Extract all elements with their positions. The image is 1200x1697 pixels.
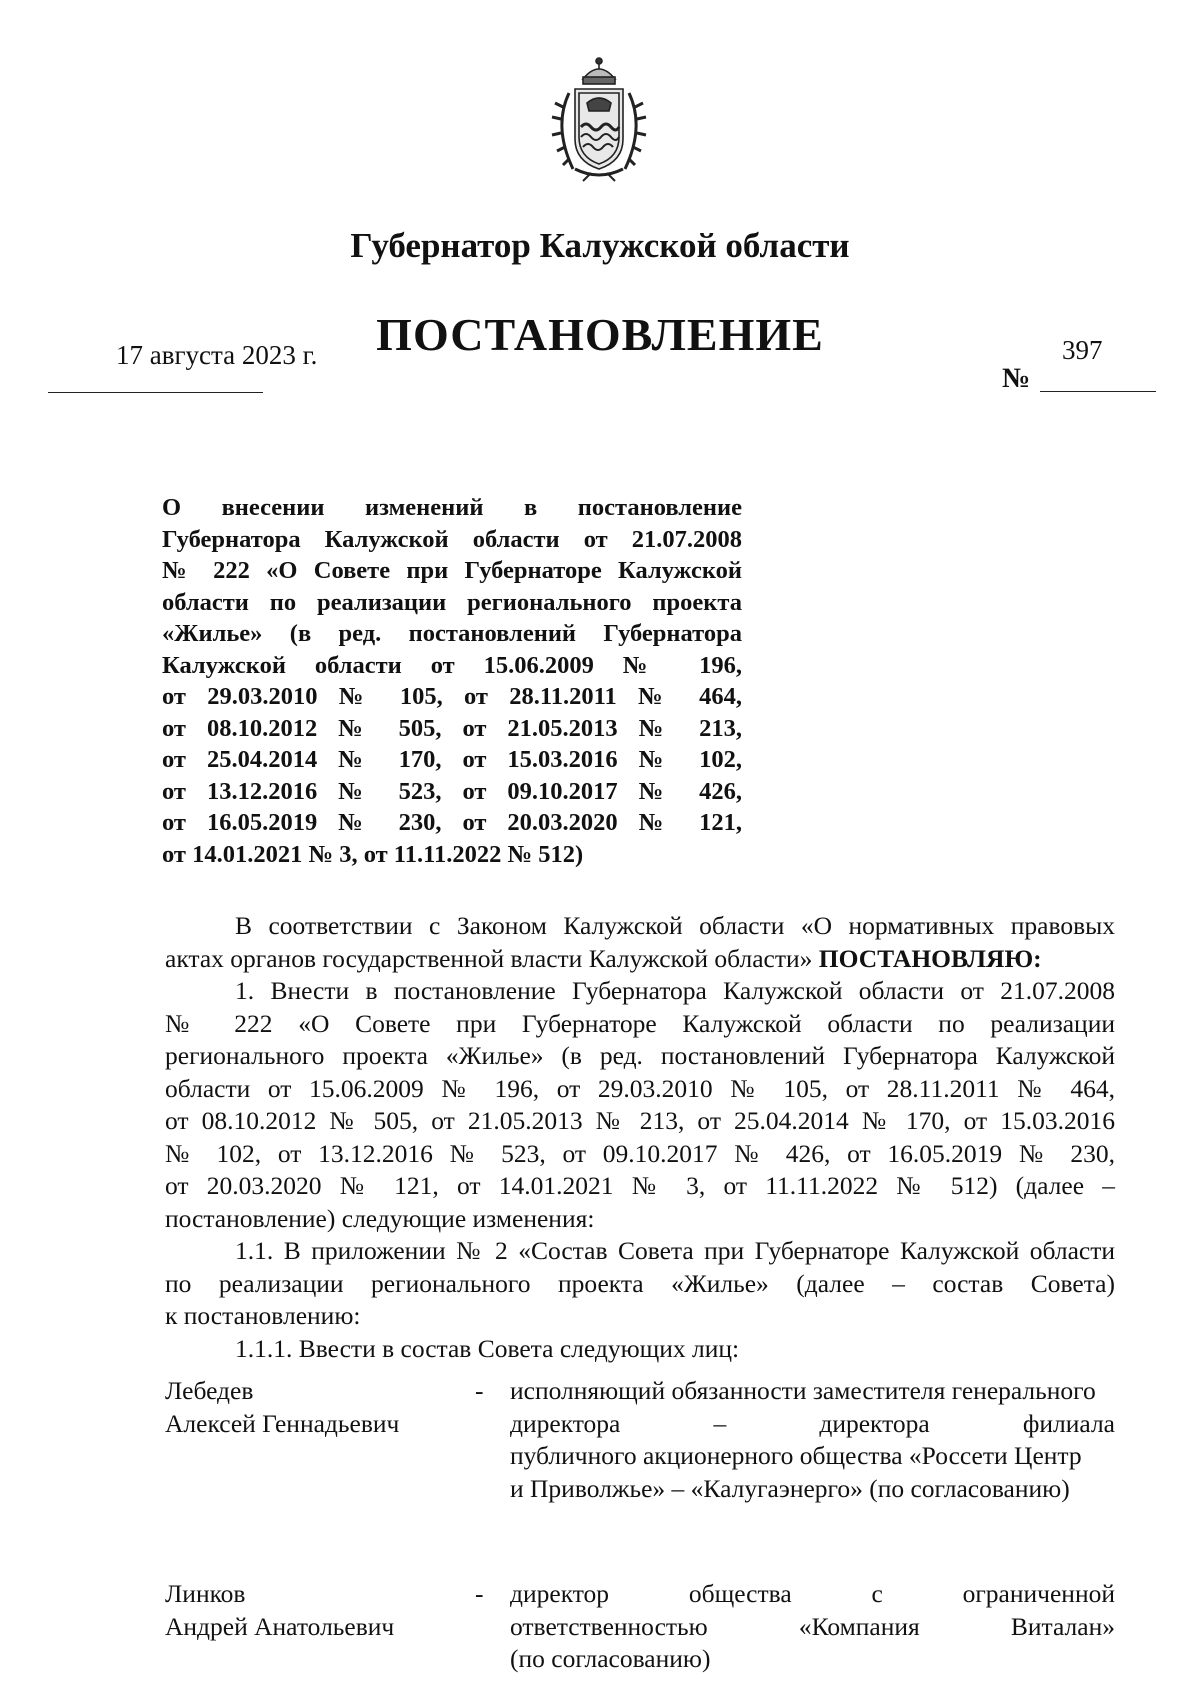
subject-line: от 25.04.2014 № 170, от 15.03.2016 № 102, xyxy=(162,746,742,773)
kaluga-oblast-coat-of-arms-icon xyxy=(539,57,659,182)
position-line: и Приволжье» – «Калугаэнерго» (по согласованию) xyxy=(510,1473,1070,1503)
position-line: исполняющий обязанности заместителя генерального xyxy=(510,1376,1096,1405)
member-dash: - xyxy=(475,1579,484,1608)
document-number: 397 xyxy=(1062,335,1103,365)
subject-line: № 222 «О Совете при Губернаторе Калужской xyxy=(162,557,742,584)
member-position xyxy=(510,1578,1115,1676)
date-underline xyxy=(48,392,263,393)
member-surname: Лебедев xyxy=(165,1376,254,1405)
preamble-line: В соответствии с Законом Калужской области «О нормативных правовых xyxy=(235,911,1115,940)
document-date: 17 августа 2023 г. xyxy=(116,340,318,370)
coat-of-arms-emblem xyxy=(539,57,659,182)
preamble-text: актах органов государственной власти Калужской области» xyxy=(165,943,813,973)
member-name xyxy=(165,1578,465,1643)
member-position xyxy=(510,1375,1115,1505)
member-dash: - xyxy=(475,1376,484,1405)
document-body xyxy=(165,910,1115,1365)
item-1-1-line: по реализации регионального проекта «Жилье» (далее – состав Совета) xyxy=(165,1268,1115,1298)
item-1-line: № 222 «О Совете при Губернаторе Калужской области по реализации xyxy=(165,1008,1115,1038)
member-name xyxy=(165,1375,465,1440)
subject-line: Калужской области от 15.06.2009 № 196, xyxy=(162,651,742,679)
document-type: ПОСТАНОВЛЕНИЕ xyxy=(376,309,824,360)
subject-line: от 08.10.2012 № 505, от 21.05.2013 № 213, xyxy=(162,714,742,742)
subject-line: от 29.03.2010 № 105, от 28.11.2011 № 464, xyxy=(162,683,742,710)
subject-line: от 14.01.2021 № 3, от 11.11.2022 № 512) xyxy=(162,840,584,868)
position-line: (по согласованию) xyxy=(510,1644,711,1673)
item-1-line: от 20.03.2020 № 121, от 14.01.2021 № 3, от 11.11.2022 № 512) (далее – xyxy=(165,1171,1115,1200)
position-line: директора – директора филиала xyxy=(510,1408,1115,1438)
issuing-authority: Губернатор Калужской области xyxy=(350,226,850,265)
item-1-1-1-line: 1.1.1. Ввести в состав Совета следующих лиц: xyxy=(235,1333,740,1363)
item-1-line: области от 15.06.2009 № 196, от 29.03.2010 № 105, от 28.11.2011 № 464, xyxy=(165,1073,1115,1103)
council-member-entry xyxy=(165,1578,1115,1688)
item-1-1-line: к постановлению: xyxy=(165,1301,361,1330)
member-given-names: Алексей Геннадьевич xyxy=(165,1408,400,1438)
council-member-entry xyxy=(165,1375,1115,1515)
member-surname: Линков xyxy=(165,1579,246,1608)
position-line: директор общества с ограниченной xyxy=(510,1579,1115,1608)
item-1-line: № 102, от 13.12.2016 № 523, от 09.10.2017 № 426, от 16.05.2019 № 230, xyxy=(165,1138,1115,1168)
item-1-line: регионального проекта «Жилье» (в ред. постановлений Губернатора Калужской xyxy=(165,1041,1115,1070)
number-underline xyxy=(1040,391,1156,392)
item-1-line: 1. Внести в постановление Губернатора Калужской области от 21.07.2008 xyxy=(235,976,1115,1005)
item-1-1-line: 1.1. В приложении № 2 «Состав Совета при Губернаторе Калужской области xyxy=(235,1236,1115,1265)
subject-line: области по реализации регионального проекта xyxy=(162,588,742,616)
preamble-line xyxy=(165,943,1115,976)
item-1-line: от 08.10.2012 № 505, от 21.05.2013 № 213, от 25.04.2014 № 170, от 15.03.2016 xyxy=(165,1106,1115,1135)
item-1-line: постановление) следующие изменения: xyxy=(165,1203,595,1233)
document-subject xyxy=(162,492,742,870)
position-line: публичного акционерного общества «Россети Центр xyxy=(510,1441,1082,1470)
number-sign: № xyxy=(1002,363,1031,394)
position-line: ответственностью «Компания Виталан» xyxy=(510,1611,1115,1641)
subject-line: Губернатора Калужской области от 21.07.2008 xyxy=(162,525,742,553)
subject-line: «Жилье» (в ред. постановлений Губернатора xyxy=(162,620,742,647)
subject-line: О внесении изменений в постановление xyxy=(162,494,742,521)
subject-line: от 16.05.2019 № 230, от 20.03.2020 № 121, xyxy=(162,809,742,836)
subject-line: от 13.12.2016 № 523, от 09.10.2017 № 426, xyxy=(162,777,742,805)
member-given-names: Андрей Анатольевич xyxy=(165,1611,395,1641)
decree-word: ПОСТАНОВЛЯЮ: xyxy=(818,943,1042,973)
